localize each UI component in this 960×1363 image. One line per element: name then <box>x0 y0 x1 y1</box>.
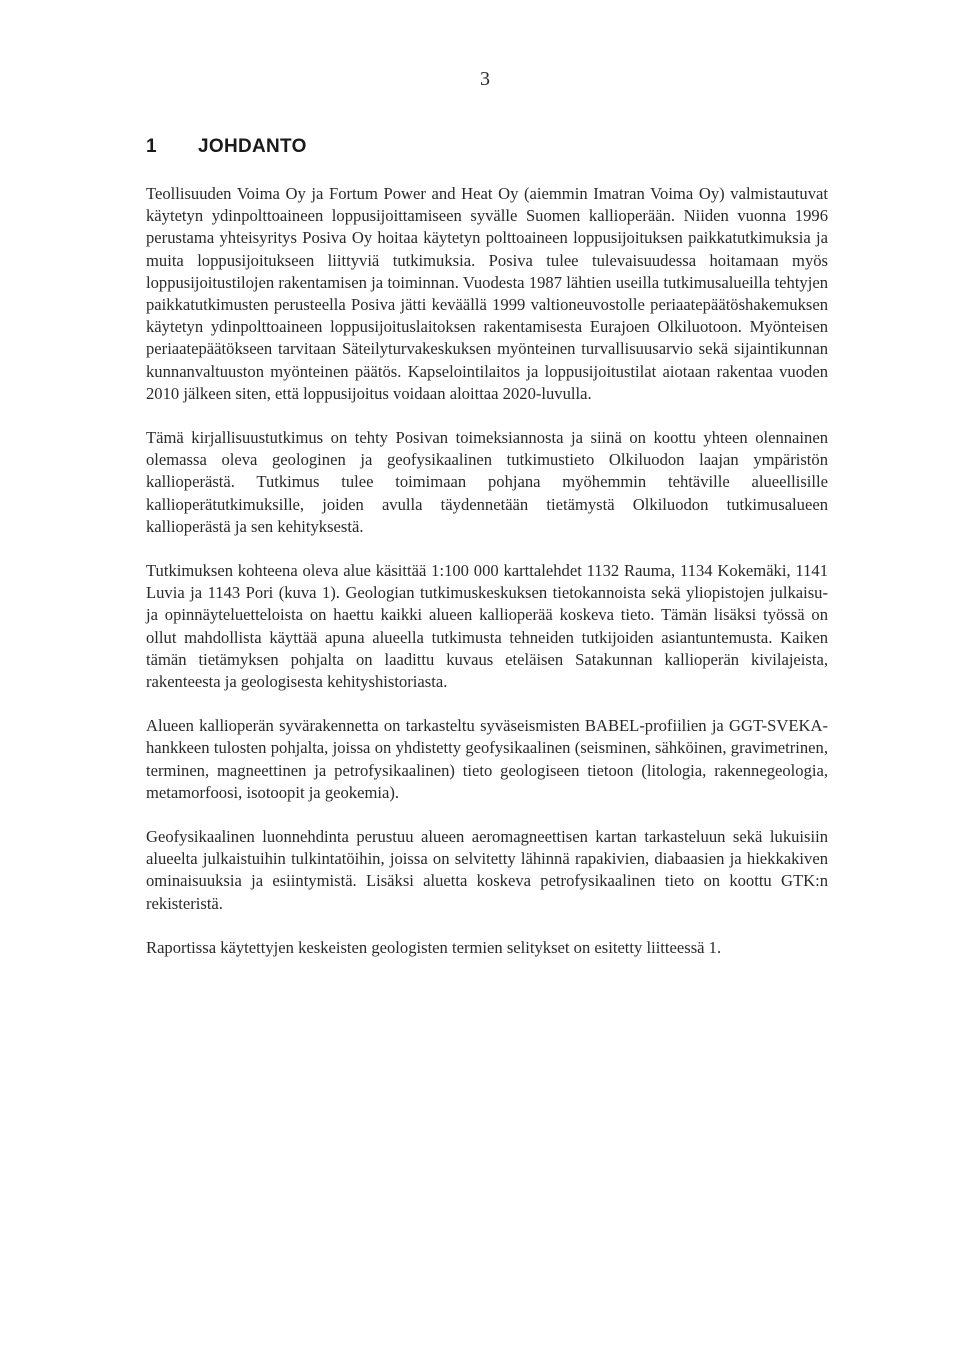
paragraph-purpose: Tämä kirjallisuustutkimus on tehty Posivan toimeksiannosta ja siinä on koottu yhteen olennainen olemassa oleva geologinen ja geofysikaalinen tutkimustieto Olkiluodon laajan ympäristön kallioperästä. Tutkimus tulee toimimaan pohjana myöhemmin tehtäville alueellisille kallioperätutkimuksille, joiden avulla täydennetään tietämystä Olkiluodon tutkimusalueen kallioperästä ja sen kehityksestä. <box>146 428 828 536</box>
body-text <box>146 183 828 981</box>
paragraph-study-area: Tutkimuksen kohteena oleva alue käsittää 1:100 000 karttalehdet 1132 Rauma, 1134 Kokemäki, 1141 Luvia ja 1143 Pori (kuva 1). Geologian tutkimuskeskuksen tietokannoista sekä yliopistojen julkaisu- ja opinnäyteluetteloista on haettu kaikki alueen kallioperää koskeva tieto. Tämän lisäksi työssä on ollut mahdollista käyttää apuna alueella tutkimusta tehneiden tutkijoiden asiantuntemusta. Kaiken tämän tietämyksen pohjalta on laadittu kuvaus eteläisen Satakunnan kallioperän kivilajeista, rakenteesta ja geologisesta kehityshistoriasta. <box>146 561 828 692</box>
paragraph-intro: Teollisuuden Voima Oy ja Fortum Power and Heat Oy (aiemmin Imatran Voima Oy) valmistautuvat käytetyn ydinpolttoaineen loppusijoittamiseen syvälle Suomen kallioperään. Niiden vuonna 1996 perustama yhteisyritys Posiva Oy hoitaa käytetyn polttoaineen loppusijoituksen paikkatutkimuksia ja muita loppusijoitukseen liittyviä tutkimuksia. Posiva tulee tulevaisuudessa hoitamaan myös loppusijoitustilojen rakentamisen ja toiminnan. Vuodesta 1987 lähtien useilla tutkimusalueilla tehtyjen paikkatutkimusten perusteella Posiva jätti keväällä 1999 valtioneuvostolle periaatepäätöshakemuksen käytetyn ydinpolttoaineen loppusijoituslaitoksen rakentamisesta Eurajoen Olkiluotoon. Myönteisen periaatepäätökseen tarvitaan Säteilyturvakeskuksen myönteinen turvallisuusarvio sekä sijaintikunnan kunnanvaltuuston myönteinen päätös. Kapselointilaitos ja loppusijoitustilat aiotaan rakentaa vuoden 2010 jälkeen siten, että loppusijoitus voidaan aloittaa 2020-luvulla. <box>146 184 828 403</box>
page-number: 3 <box>480 68 490 90</box>
paragraph-geophysics: Geofysikaalinen luonnehdinta perustuu alueen aeromagneettisen kartan tarkasteluun sekä lukuisiin alueelta julkaistuihin tulkintatöihin, joissa on selvitetty lähinnä rapakivien, diabaasien ja hiekkakiven ominaisuuksia ja esiintymistä. Lisäksi aluetta koskeva petrofysikaalinen tieto on koottu GTK:n rekisteristä. <box>146 827 828 913</box>
section-number: 1 <box>146 136 157 157</box>
paragraph-deep-structure: Alueen kallioperän syvärakennetta on tarkasteltu syväseismisten BABEL-profiilien ja GGT-SVEKA-hankkeen tulosten pohjalta, joissa on yhdistetty geofysikaalinen (seisminen, sähköinen, gravimetrinen, terminen, magneettinen ja petrofysikaalinen) tieto geologiseen tietoon (litologia, rakennegeologia, metamorfoosi, isotoopit ja geokemia). <box>146 716 828 802</box>
section-heading <box>146 136 307 158</box>
paragraph-glossary-note: Raportissa käytettyjen keskeisten geologisten termien selitykset on esitetty liitteessä 1. <box>146 937 722 957</box>
section-title: JOHDANTO <box>198 136 307 157</box>
